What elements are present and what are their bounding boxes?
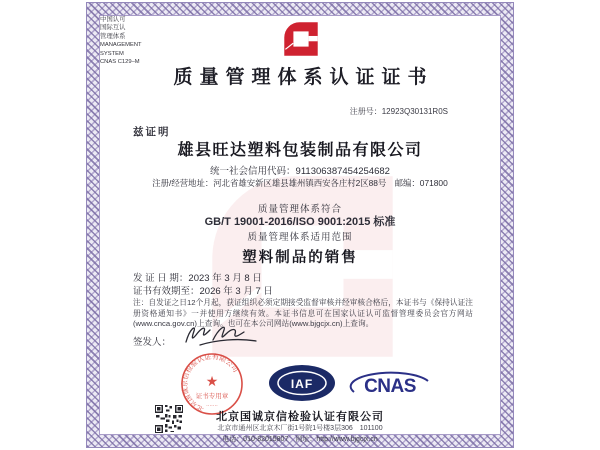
cnas-label: CNAS (364, 376, 416, 397)
accreditation-text-block (100, 16, 166, 66)
accreditation-line: 管理体系 (100, 32, 126, 40)
issue-date-line (133, 270, 262, 284)
certifier-company-name: 北京国诚京信检验认证有限公司 (216, 411, 384, 423)
iaf-label: IAF (290, 377, 314, 391)
seal-dots: ······· (206, 403, 218, 409)
certified-company-name: 雄县旺达塑料包装制品有限公司 (177, 142, 423, 159)
conformity-line: 质量管理体系符合 (257, 204, 342, 215)
expiry-date-line (133, 283, 273, 297)
issue-date-label: 发 证 日 期： (133, 273, 189, 284)
accreditation-line: 国际互认 (100, 24, 126, 32)
scope-label: 质量管理体系适用范围 (247, 232, 353, 243)
cnas-logo (348, 366, 432, 402)
accreditation-line: 中国认可 (100, 16, 126, 23)
seal-ring-text: 北京国诚京信检验认证有限公司 (181, 353, 239, 413)
company-address-line: 注册/经营地址：河北省雄安新区雄县雄州镇西安各庄村2区88号 邮编：071800 (152, 178, 448, 188)
certificate-body (99, 15, 501, 443)
validity-note: 注：自发证之日12个月起，获证组织必须定期接受监督审核并经审核合格后，本证书与《保持认证注册资格通知书》一并使用方继续有效。本证书信息可在国家认证认可监督管理委员会官方网站(www.cnca.gov.cn)上查询。也可在本公司网站(www.bjgcjx.cn)上查询。 (133, 298, 473, 329)
expiry-date-value: 2026 年 3 月 7 日 (199, 286, 273, 297)
red-company-seal (180, 352, 244, 416)
scope-value: 塑料制品的销售 (242, 250, 358, 266)
standard-line: GB/T 19001-2016/ISO 9001:2015 标准 (204, 216, 396, 228)
certify-label: 兹证明 (133, 126, 171, 138)
accreditation-line: CNAS C129–M (100, 59, 140, 66)
expiry-date-label: 证书有效期至： (133, 286, 200, 297)
certifier-contact: 电话：010-82015807 网址：http://www.bjgcjx.cn (222, 436, 378, 443)
signer-signature (180, 320, 260, 350)
seal-purpose-text: 证书专用章 (195, 393, 229, 400)
certifier-address: 北京市通州区北京木厂街1号院1号楼3层306 101100 (217, 425, 383, 432)
credit-code-line: 统一社会信用代码：911306387454254682 (210, 166, 390, 177)
certificate-title: 质量管理体系认证证书 (173, 67, 434, 88)
certifier-g-logo (281, 20, 321, 58)
iaf-logo (268, 363, 336, 403)
certificate-border (86, 2, 514, 448)
accreditation-line: MANAGEMENT SYSTEM (100, 42, 142, 57)
seal-star-icon: ★ (205, 373, 219, 389)
signer-label: 签发人： (133, 337, 172, 348)
registration-number-value: 12923Q30131R0S (381, 107, 448, 116)
registration-number-label: 注册号： (349, 107, 382, 116)
issue-date-value: 2023 年 3 月 8 日 (188, 273, 262, 284)
registration-number (350, 106, 448, 117)
